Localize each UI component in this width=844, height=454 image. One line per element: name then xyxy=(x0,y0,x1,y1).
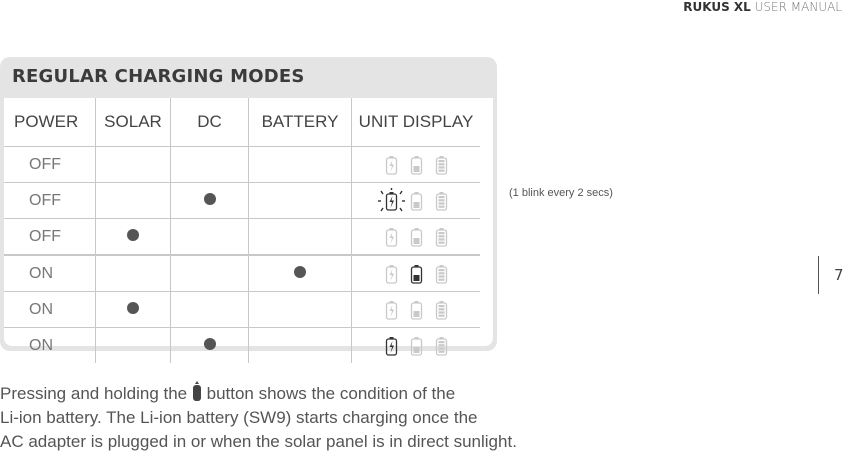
battery-cell xyxy=(249,255,352,292)
unit-display-cell xyxy=(352,328,481,364)
active-dot xyxy=(204,338,216,350)
battery-full-icon xyxy=(435,336,448,356)
brand-name: RUKUS XL xyxy=(683,0,751,14)
charging-bolt-icon xyxy=(385,227,398,247)
section-title: REGULAR CHARGING MODES xyxy=(12,66,305,87)
active-dot xyxy=(127,302,139,314)
solar-cell xyxy=(96,328,171,364)
charging-bolt-icon xyxy=(385,300,398,320)
charging-bolt-icon xyxy=(385,336,398,356)
unit-display-cell xyxy=(352,219,481,256)
unit-display-cell xyxy=(352,147,481,183)
active-dot xyxy=(204,193,216,205)
power-cell: OFF xyxy=(4,147,96,183)
column-header-battery: BATTERY xyxy=(249,98,352,147)
table-body xyxy=(4,147,480,364)
solar-cell xyxy=(96,147,171,183)
table-row xyxy=(4,219,480,256)
blink-note: (1 blink every 2 secs) xyxy=(509,187,613,199)
battery-full-icon xyxy=(435,155,448,175)
table-row xyxy=(4,183,480,219)
paragraph-line2: Li-ion battery. The Li-ion battery (SW9) starts charging once the xyxy=(0,408,478,427)
table-header-row xyxy=(4,98,480,147)
unit-display-cell xyxy=(352,292,481,328)
power-cell: OFF xyxy=(4,183,96,219)
battery-full-icon xyxy=(435,300,448,320)
column-header-power: POWER xyxy=(4,98,96,147)
table-row xyxy=(4,147,480,183)
charging-bolt-icon xyxy=(385,155,398,175)
page-divider xyxy=(818,256,819,294)
battery-cell xyxy=(249,219,352,256)
solar-cell xyxy=(96,219,171,256)
unit-display-cell xyxy=(352,255,481,292)
battery-half-icon xyxy=(410,264,423,284)
dc-cell xyxy=(171,183,249,219)
battery-cell xyxy=(249,328,352,364)
solar-cell xyxy=(96,292,171,328)
column-header-dc: DC xyxy=(171,98,249,147)
page-number: 7 xyxy=(834,266,844,284)
dc-cell xyxy=(171,147,249,183)
page-header xyxy=(683,0,842,14)
dc-cell xyxy=(171,219,249,256)
dc-cell xyxy=(171,328,249,364)
power-cell: OFF xyxy=(4,219,96,256)
solar-cell xyxy=(96,255,171,292)
charging-modes-table xyxy=(4,98,480,363)
battery-half-icon xyxy=(410,191,423,211)
battery-full-icon xyxy=(435,264,448,284)
battery-full-icon xyxy=(435,227,448,247)
paragraph-line1-end: button shows the condition of the xyxy=(206,384,456,403)
battery-full-icon xyxy=(435,191,448,211)
unit-display-cell xyxy=(352,183,481,219)
blinking-bolt-icon xyxy=(385,191,398,211)
battery-half-icon xyxy=(410,155,423,175)
active-dot xyxy=(294,266,306,278)
dc-cell xyxy=(171,255,249,292)
column-header-solar: SOLAR xyxy=(96,98,171,147)
battery-half-icon xyxy=(410,300,423,320)
power-cell: ON xyxy=(4,255,96,292)
table-row xyxy=(4,255,480,292)
charging-bolt-icon xyxy=(385,264,398,284)
battery-button-icon xyxy=(192,380,202,402)
battery-cell xyxy=(249,147,352,183)
battery-cell xyxy=(249,292,352,328)
paragraph-line3: AC adapter is plugged in or when the solar panel is in direct sunlight. xyxy=(0,432,517,451)
active-dot xyxy=(127,229,139,241)
dc-cell xyxy=(171,292,249,328)
table-row xyxy=(4,328,480,364)
battery-half-icon xyxy=(410,336,423,356)
description-paragraph xyxy=(0,380,620,454)
solar-cell xyxy=(96,183,171,219)
column-header-unit-display: UNIT DISPLAY xyxy=(352,98,481,147)
battery-cell xyxy=(249,183,352,219)
power-cell: ON xyxy=(29,336,53,354)
power-cell: ON xyxy=(4,292,96,328)
paragraph-line1-start: Pressing and holding the xyxy=(0,384,188,403)
battery-half-icon xyxy=(410,227,423,247)
document-title: USER MANUAL xyxy=(754,0,842,14)
table-row xyxy=(4,292,480,328)
